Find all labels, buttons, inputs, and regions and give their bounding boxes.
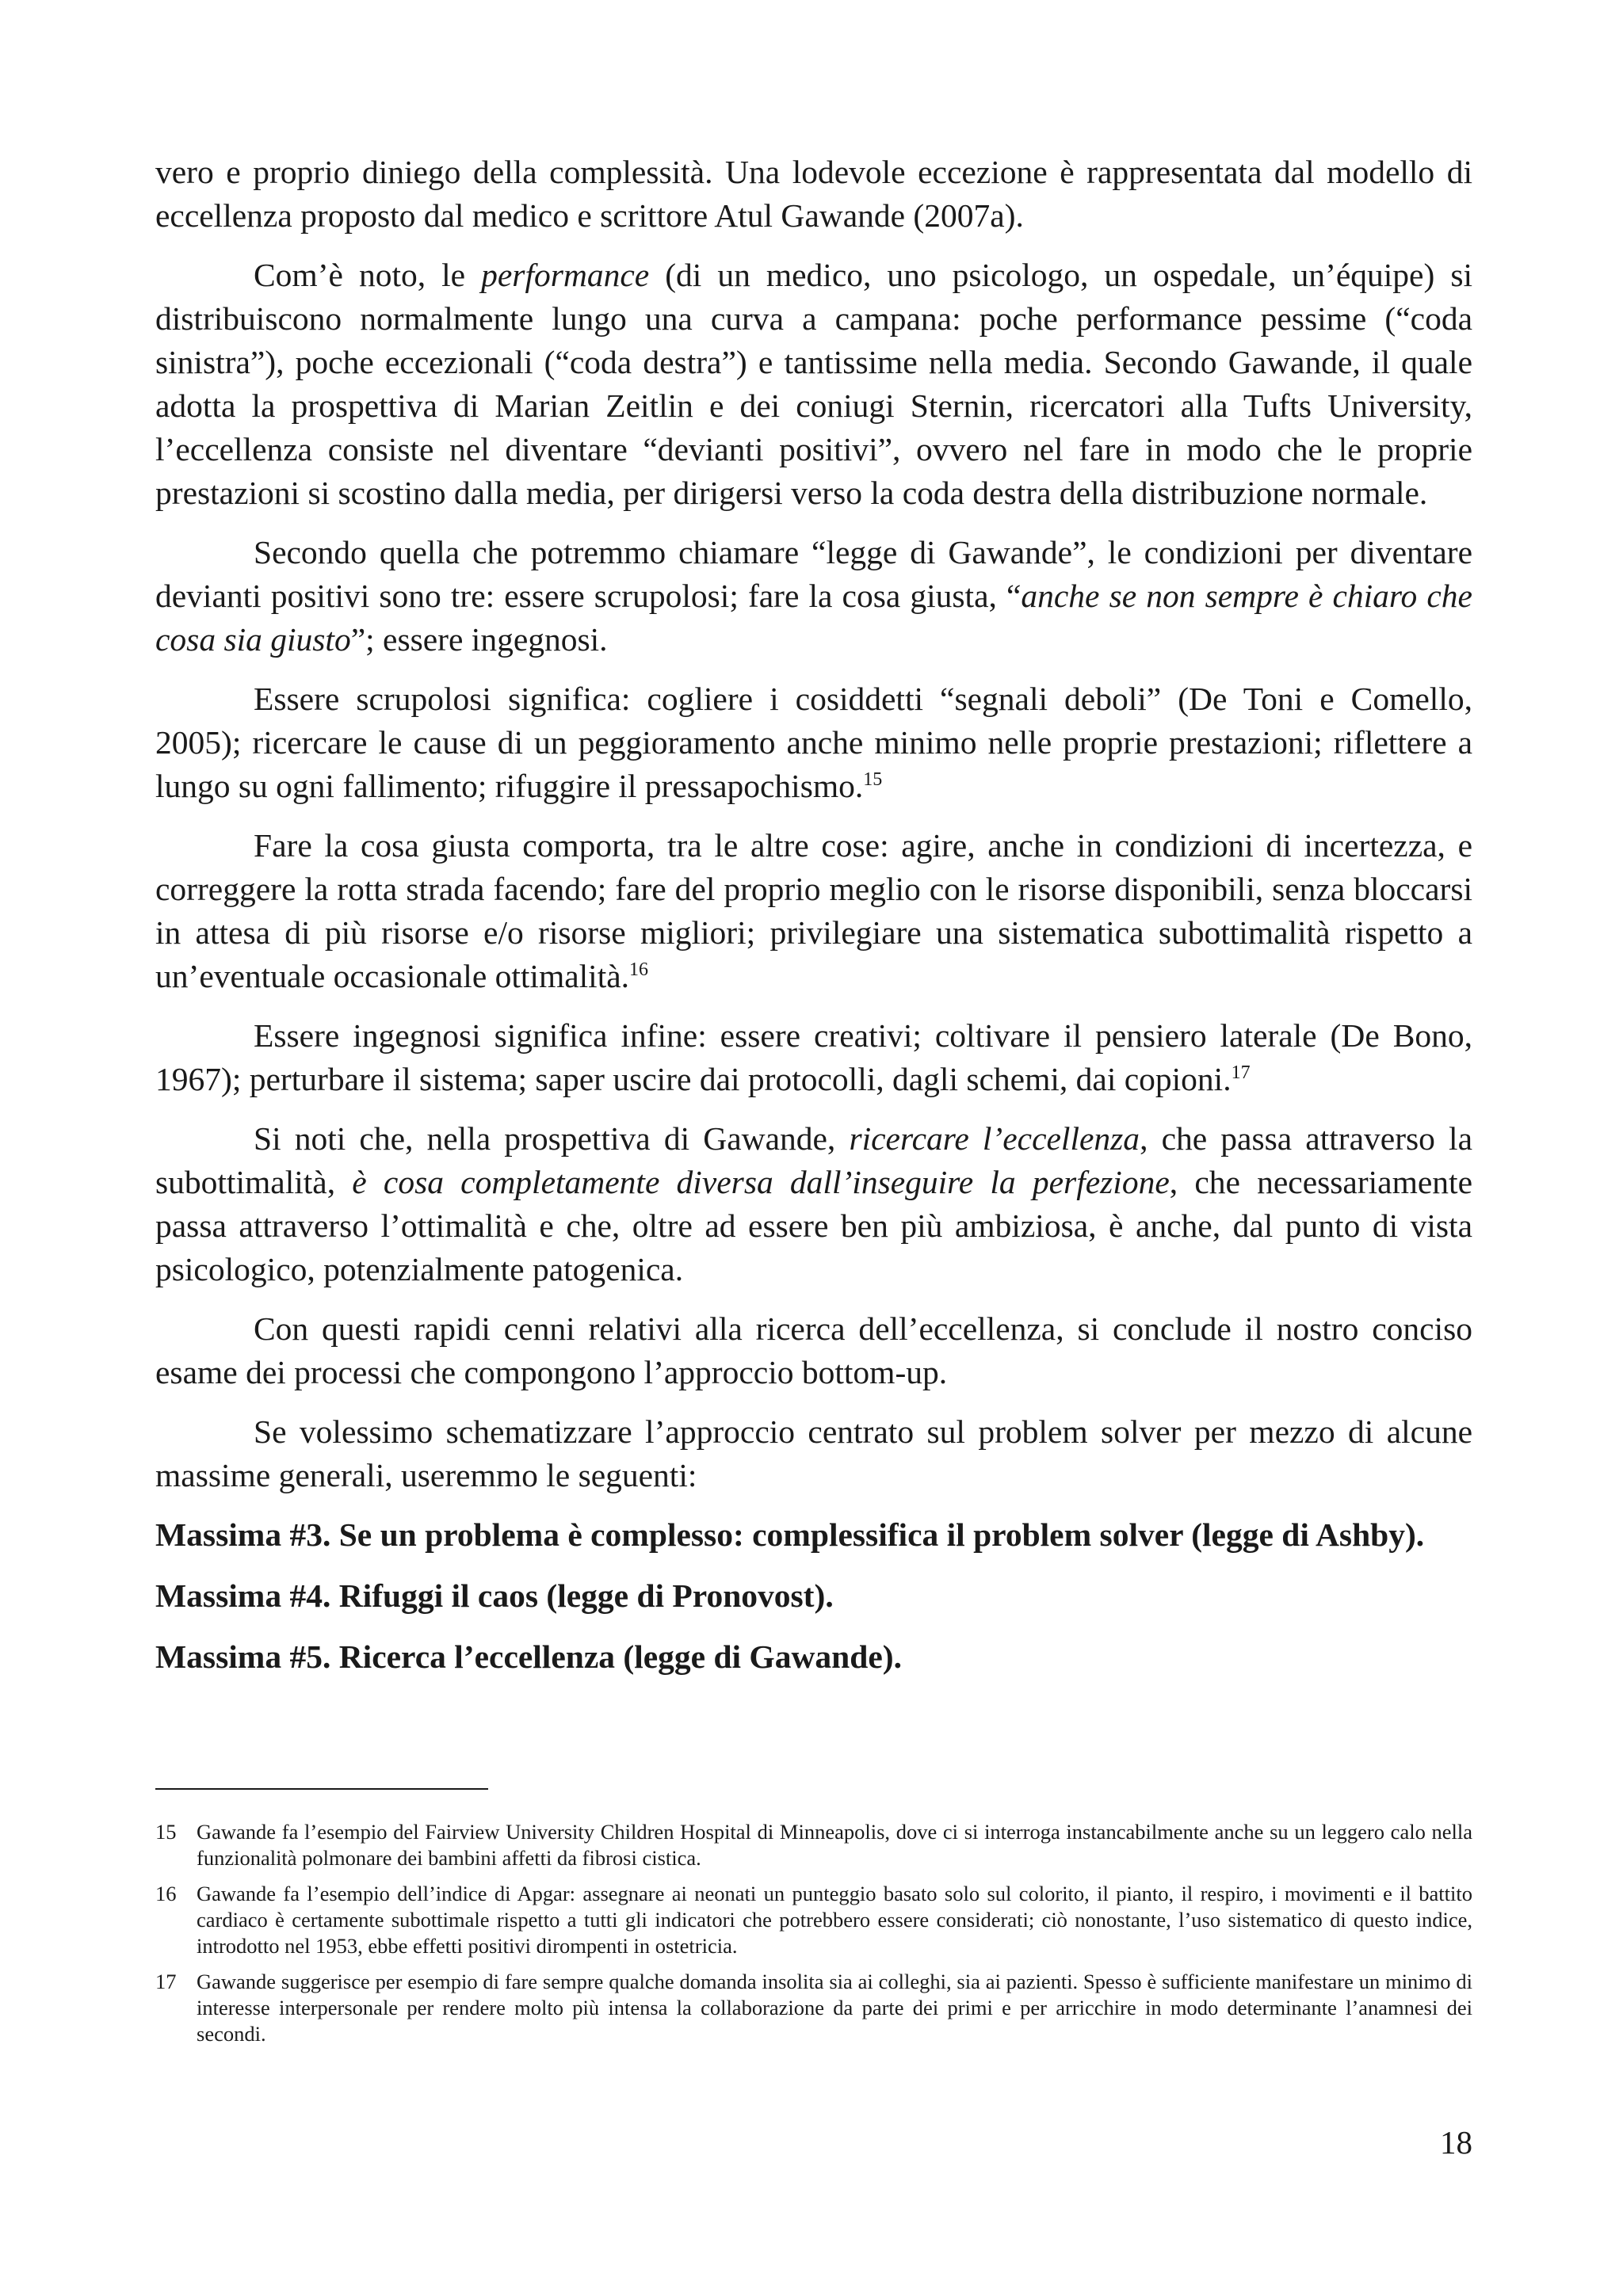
text-segment: Com’è noto, le — [254, 257, 482, 293]
footnote-reference: 15 — [863, 769, 883, 791]
page-number: 18 — [1440, 2124, 1472, 2161]
text-segment: Si noti che, nella prospettiva di Gawande, — [254, 1120, 850, 1157]
maxim: Massima #5. Ricerca l’eccellenza (legge di Gawande). — [155, 1638, 902, 1675]
paragraph — [155, 1307, 1472, 1394]
footnote-reference: 16 — [629, 959, 649, 981]
footnote-number: 17 — [155, 1970, 177, 1993]
italic-text: anche se non sempre è chiaro che cosa sia giusto — [155, 578, 1472, 658]
text-segment: ”; essere ingegnosi. — [350, 621, 608, 658]
footnote — [155, 1881, 1472, 1959]
text-segment: vero e proprio diniego della complessità. Una lodevole eccezione è rappresentata dal modello di eccellenza proposto dal medico e scrittore Atul Gawande (2007a). — [155, 154, 1472, 234]
text-segment: (di un medico, uno psicologo, un ospedale, un’équipe) si distribuiscono normalmente lungo una curva a campana: poche performance pessime (“coda sinistra”), poche eccezionali (“coda destra”) e tantissime nella media. Secondo Gawande, il quale adotta la prospettiva di Marian Zeitlin e dei coniugi Sternin, ricercatori alla Tufts University, l’eccellenza consiste nel diventare “devianti positivi”, ovvero nel fare in modo che le proprie prestazioni si scostino dalla media, per dirigersi verso la coda destra della distribuzione normale. — [155, 257, 1472, 511]
paragraph — [155, 1014, 1472, 1101]
paragraph — [155, 824, 1472, 998]
text-segment: Essere ingegnosi significa infine: essere creativi; coltivare il pensiero laterale (De Bono, 1967); perturbare il sistema; saper uscire dai protocolli, dagli schemi, dai copioni. — [155, 1017, 1472, 1097]
italic-text: ricercare l’eccellenza — [849, 1120, 1140, 1157]
footnote-number: 15 — [155, 1820, 177, 1844]
text-segment: , che passa attraverso la subottimalità, — [155, 1120, 1472, 1200]
paragraph — [155, 677, 1472, 808]
maxim: Massima #4. Rifuggi il caos (legge di Pronovost). — [155, 1577, 834, 1614]
paragraph — [155, 1117, 1472, 1291]
text-segment: , che necessariamente passa attraverso l’ottimalità e che, oltre ad essere ben più ambiziosa, è anche, dal punto di vista psicologico, potenzialmente patogenica. — [155, 1164, 1472, 1287]
italic-text: performance — [481, 257, 650, 293]
paragraph — [155, 531, 1472, 662]
footnote-text: Gawande fa l’esempio del Fairview University Children Hospital di Minneapolis, dove ci si interroga instancabilmente anche su un leggero calo nella funzionalità polmonare dei bambini affetti da fibrosi cistica. — [197, 1820, 1472, 1870]
paragraphs — [155, 151, 1472, 1497]
footnote-separator — [155, 1788, 488, 1790]
body-text — [155, 151, 1472, 1696]
paragraph — [155, 151, 1472, 238]
maxims-list — [155, 1513, 1472, 1679]
italic-text: è cosa completamente diversa dall’inseguire la perfezione — [352, 1164, 1170, 1200]
footnote-text: Gawande fa l’esempio dell’indice di Apgar: assegnare ai neonati un punteggio basato solo sul colorito, il pianto, il respiro, i movimenti e il battito cardiaco è certamente subottimale rispetto a tutti gli indicatori che potrebbero essere considerati; ciò nonostante, l’uso sistematico di questo indice, introdotto nel 1953, ebbe effetti positivi dirompenti in ostetricia. — [197, 1882, 1472, 1958]
text-segment: Fare la cosa giusta comporta, tra le altre cose: agire, anche in condizioni di incertezza, e correggere la rotta strada facendo; fare del proprio meglio con le risorse disponibili, senza bloccarsi in attesa di più risorse e/o risorse migliori; privilegiare una sistematica subottimalità rispetto a un’eventuale occasionale ottimalità. — [155, 827, 1472, 994]
footnote-number: 16 — [155, 1882, 177, 1905]
maxim: Massima #3. Se un problema è complesso: complessifica il problem solver (legge di Ashby). — [155, 1516, 1425, 1553]
footnote — [155, 1969, 1472, 2047]
paragraph — [155, 254, 1472, 515]
footnote — [155, 1819, 1472, 1871]
footnotes — [155, 1819, 1472, 2057]
text-segment: Se volessimo schematizzare l’approccio centrato sul problem solver per mezzo di alcune massime generali, useremmo le seguenti: — [155, 1413, 1472, 1493]
footnote-text: Gawande suggerisce per esempio di fare sempre qualche domanda insolita sia ai colleghi, sia ai pazienti. Spesso è sufficiente manifestare un minimo di interesse interpersonale per rendere molto più intensa la collaborazione da parte dei primi e per arricchire in modo determinante l’anamnesi dei secondi. — [197, 1970, 1472, 2046]
footnote-reference: 17 — [1231, 1062, 1251, 1084]
text-segment: Secondo quella che potremmo chiamare “legge di Gawande”, le condizioni per diventare devianti positivi sono tre: essere scrupolosi; fare la cosa giusta, “ — [155, 534, 1472, 614]
text-segment: Essere scrupolosi significa: cogliere i cosiddetti “segnali deboli” (De Toni e Comello, 2005); ricercare le cause di un peggioramento anche minimo nelle proprie prestazioni; riflettere a lungo su ogni fallimento; rifuggire il pressapochismo. — [155, 681, 1472, 804]
paragraph — [155, 1410, 1472, 1497]
text-segment: Con questi rapidi cenni relativi alla ricerca dell’eccellenza, si conclude il nostro conciso esame dei processi che compongono l’approccio bottom-up. — [155, 1310, 1472, 1390]
